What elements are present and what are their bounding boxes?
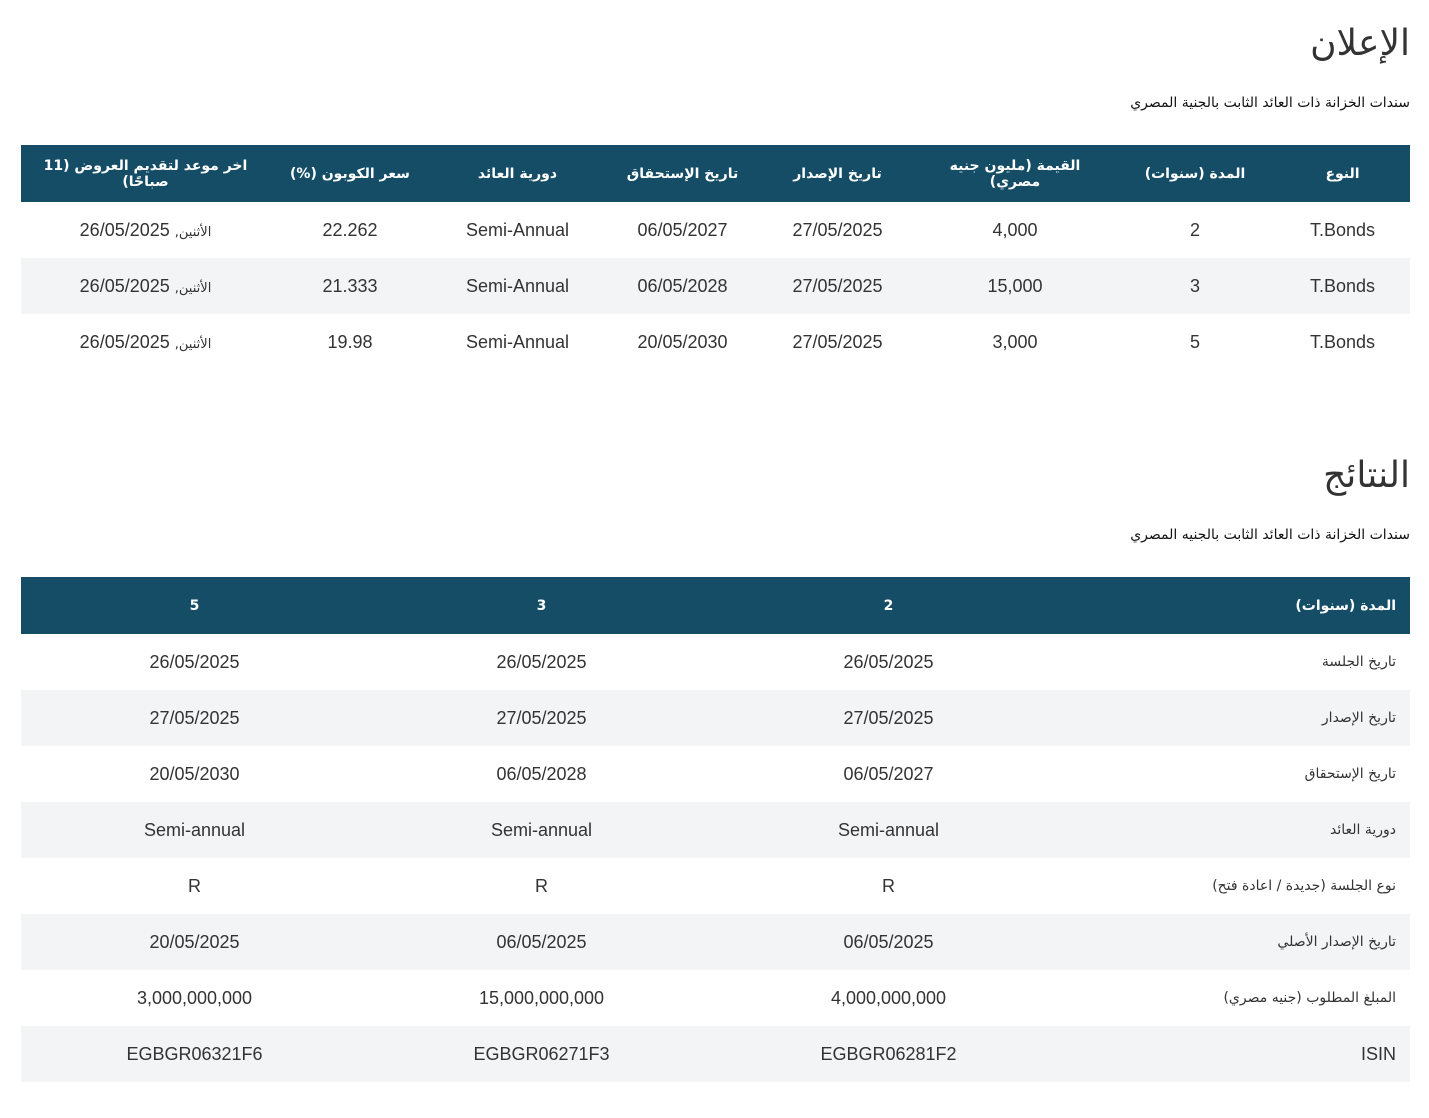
deadline-day: الأثنين, <box>174 336 212 352</box>
cell-tenor: 3 <box>1115 258 1275 314</box>
row-label-isin: ISIN <box>1062 1026 1410 1082</box>
cell-tenor: 5 <box>1115 314 1275 370</box>
cell-value: 06/05/2028 <box>368 746 715 802</box>
table-row <box>21 858 1410 914</box>
row-label-frequency: دورية العائد <box>1062 802 1410 858</box>
deadline-date: 26/05/2025 <box>79 331 170 352</box>
table-row <box>21 690 1410 746</box>
cell-issue-date: 27/05/2025 <box>760 258 915 314</box>
header-amount: القيمة (مليون جنيه مصري) <box>915 145 1115 202</box>
cell-amount: 4,000 <box>915 202 1115 258</box>
cell-value: Semi-annual <box>21 802 368 858</box>
cell-value: 26/05/2025 <box>21 634 368 690</box>
cell-value: 26/05/2025 <box>368 634 715 690</box>
announcement-header-row <box>21 145 1410 202</box>
cell-value: 20/05/2025 <box>21 914 368 970</box>
cell-amount: 3,000 <box>915 314 1115 370</box>
cell-value: EGBGR06281F2 <box>715 1026 1062 1082</box>
announcement-table <box>21 145 1410 370</box>
announcement-subtitle: سندات الخزانة ذات العائد الثابت بالجنية المصري <box>1130 95 1410 111</box>
results-header-row <box>21 577 1410 634</box>
table-row <box>21 314 1410 370</box>
cell-value: 27/05/2025 <box>715 690 1062 746</box>
cell-value: 06/05/2027 <box>715 746 1062 802</box>
cell-maturity-date: 06/05/2028 <box>605 258 760 314</box>
cell-deadline <box>21 202 270 258</box>
header-maturity-date: تاريخ الإستحقاق <box>605 145 760 202</box>
results-table <box>21 577 1410 1082</box>
cell-value: 4,000,000,000 <box>715 970 1062 1026</box>
header-tenor-3: 3 <box>368 577 715 634</box>
cell-maturity-date: 06/05/2027 <box>605 202 760 258</box>
cell-deadline <box>21 314 270 370</box>
cell-value: 06/05/2025 <box>368 914 715 970</box>
cell-tenor: 2 <box>1115 202 1275 258</box>
cell-value: R <box>715 858 1062 914</box>
cell-value: Semi-annual <box>715 802 1062 858</box>
cell-value: 20/05/2030 <box>21 746 368 802</box>
results-title: النتائج <box>1323 455 1410 496</box>
announcement-section <box>21 18 1410 370</box>
header-tenor-label: المدة (سنوات) <box>1062 577 1410 634</box>
table-row <box>21 970 1410 1026</box>
cell-maturity-date: 20/05/2030 <box>605 314 760 370</box>
cell-frequency: Semi-Annual <box>430 202 605 258</box>
cell-value: Semi-annual <box>368 802 715 858</box>
deadline-day: الأثنين, <box>174 280 212 296</box>
cell-value: 27/05/2025 <box>368 690 715 746</box>
cell-frequency: Semi-Annual <box>430 314 605 370</box>
header-tenor-2: 2 <box>715 577 1062 634</box>
cell-coupon: 22.262 <box>270 202 430 258</box>
row-label-original-issue-date: تاريخ الإصدار الأصلي <box>1062 914 1410 970</box>
cell-coupon: 21.333 <box>270 258 430 314</box>
table-row <box>21 746 1410 802</box>
table-row <box>21 802 1410 858</box>
cell-value: 3,000,000,000 <box>21 970 368 1026</box>
header-issue-date: تاريخ الإصدار <box>760 145 915 202</box>
cell-frequency: Semi-Annual <box>430 258 605 314</box>
cell-deadline <box>21 258 270 314</box>
cell-value: EGBGR06271F3 <box>368 1026 715 1082</box>
table-row <box>21 914 1410 970</box>
cell-type: T.Bonds <box>1275 202 1410 258</box>
table-row <box>21 202 1410 258</box>
cell-issue-date: 27/05/2025 <box>760 314 915 370</box>
cell-value: R <box>21 858 368 914</box>
results-subtitle: سندات الخزانة ذات العائد الثابت بالجنيه المصري <box>1130 527 1410 543</box>
header-frequency: دورية العائد <box>430 145 605 202</box>
cell-issue-date: 27/05/2025 <box>760 202 915 258</box>
header-tenor-5: 5 <box>21 577 368 634</box>
row-label-required-amount: المبلغ المطلوب (جنيه مصري) <box>1062 970 1410 1026</box>
cell-type: T.Bonds <box>1275 258 1410 314</box>
cell-value: 27/05/2025 <box>21 690 368 746</box>
row-label-maturity-date: تاريخ الإستحقاق <box>1062 746 1410 802</box>
table-row <box>21 1026 1410 1082</box>
table-row <box>21 258 1410 314</box>
cell-value: 15,000,000,000 <box>368 970 715 1026</box>
cell-coupon: 19.98 <box>270 314 430 370</box>
cell-value: R <box>368 858 715 914</box>
row-label-session-type: نوع الجلسة (جديدة / اعادة فتح) <box>1062 858 1410 914</box>
row-label-issue-date: تاريخ الإصدار <box>1062 690 1410 746</box>
announcement-title: الإعلان <box>1310 23 1410 64</box>
cell-value: 06/05/2025 <box>715 914 1062 970</box>
deadline-date: 26/05/2025 <box>79 219 170 240</box>
deadline-date: 26/05/2025 <box>79 275 170 296</box>
row-label-session-date: تاريخ الجلسة <box>1062 634 1410 690</box>
header-tenor: المدة (سنوات) <box>1115 145 1275 202</box>
header-deadline: اخر موعد لتقديم العروض (11 صباحًا) <box>21 145 270 202</box>
deadline-day: الأثنين, <box>174 224 212 240</box>
cell-type: T.Bonds <box>1275 314 1410 370</box>
cell-value: EGBGR06321F6 <box>21 1026 368 1082</box>
header-type: النوع <box>1275 145 1410 202</box>
cell-value: 26/05/2025 <box>715 634 1062 690</box>
results-section <box>21 450 1410 1082</box>
table-row <box>21 634 1410 690</box>
cell-amount: 15,000 <box>915 258 1115 314</box>
header-coupon: سعر الكوبون (%) <box>270 145 430 202</box>
